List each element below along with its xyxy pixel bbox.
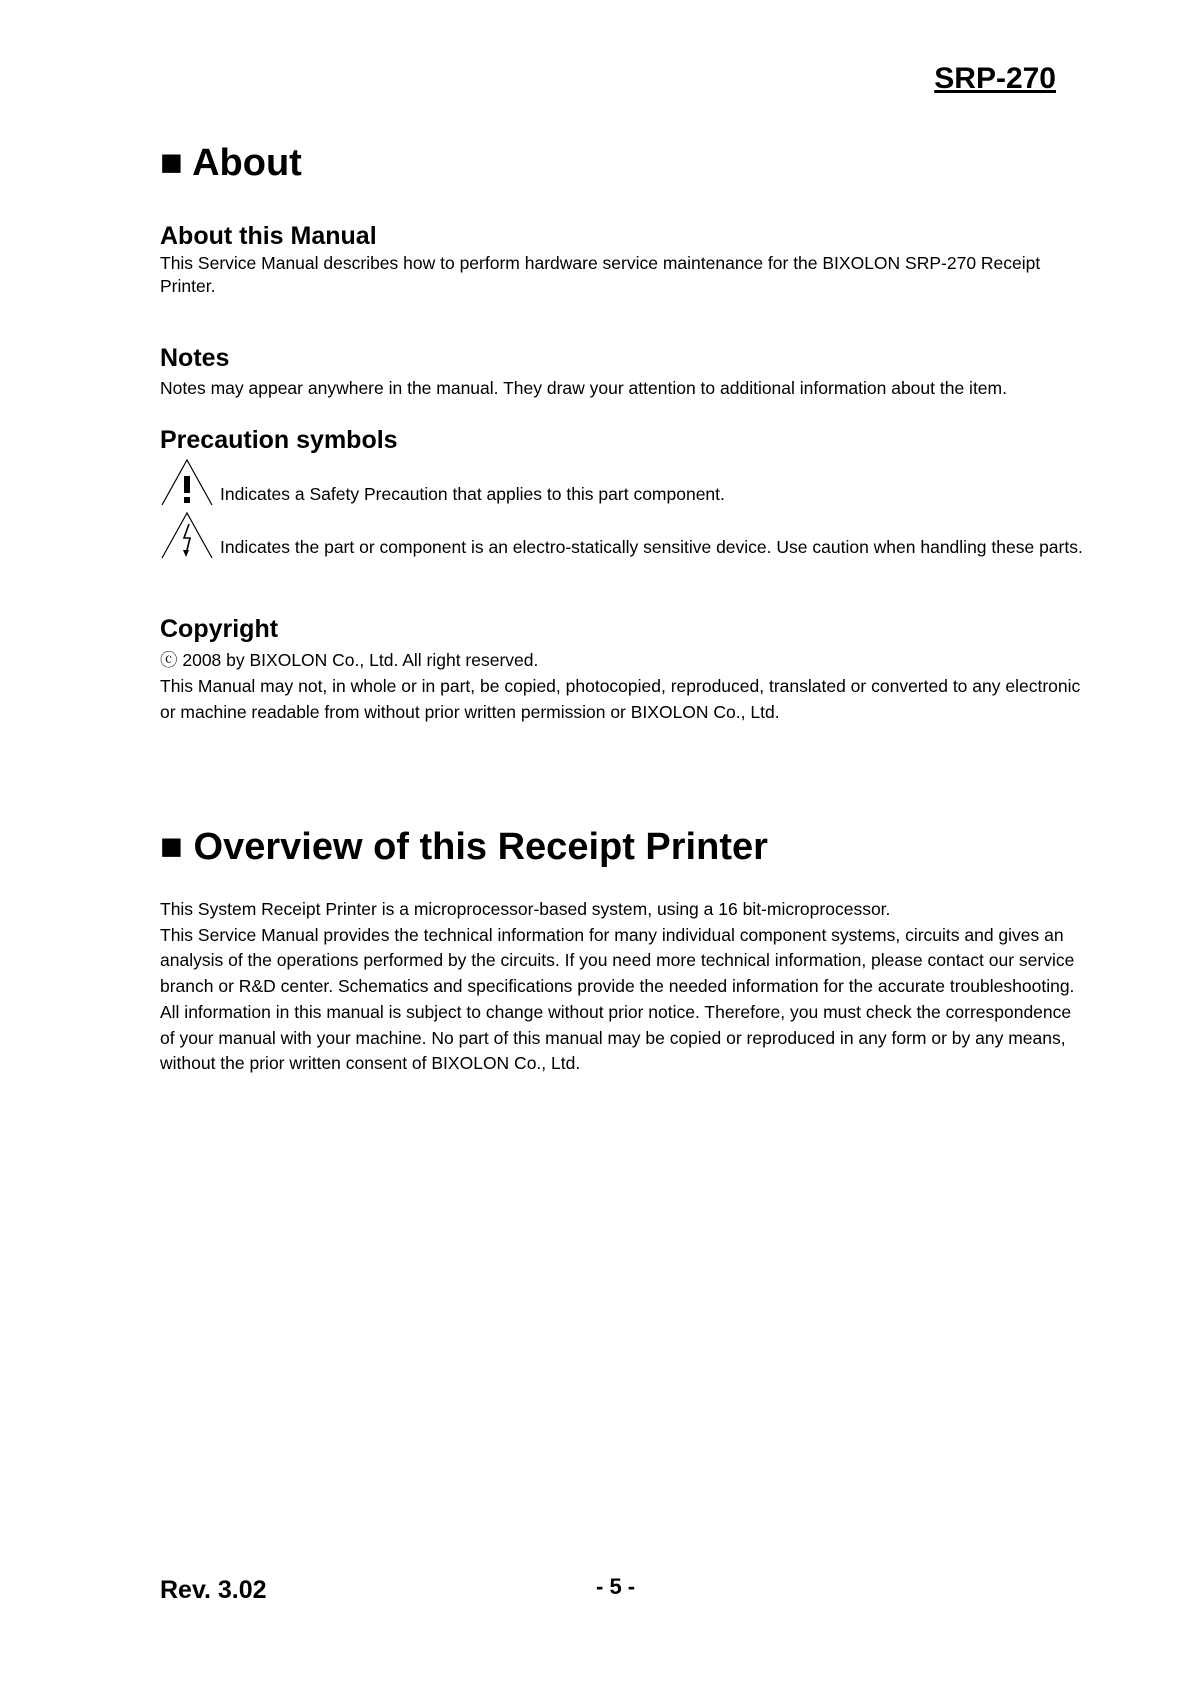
overview-paragraph-1: This System Receipt Printer is a microprocessor-based system, using a 16 bit-microprocessor. bbox=[160, 899, 891, 919]
overview-section-title: ■ Overview of this Receipt Printer bbox=[160, 826, 768, 868]
copyright-heading: Copyright bbox=[160, 615, 279, 643]
overview-paragraph-3: All information in this manual is subject to change without prior notice. Therefore, you must check the correspondence of your manual with your machine. No part of this manual may be copied or reproduced in any form or by any means, without the prior written consent of BIXOLON Co., Ltd. bbox=[160, 1001, 1072, 1074]
footer-revision: Rev. 3.02 bbox=[160, 1576, 267, 1604]
notes-paragraph: Notes may appear anywhere in the manual. They draw your attention to additional information about the item. bbox=[160, 378, 1007, 398]
overview-text bbox=[160, 897, 1090, 1077]
notes-text bbox=[160, 377, 1090, 400]
copyright-text bbox=[160, 647, 1090, 725]
about-manual-heading: About this Manual bbox=[160, 222, 377, 250]
lightning-warning-icon bbox=[160, 510, 214, 560]
header-model-name: SRP-270 bbox=[934, 62, 1056, 95]
exclamation-warning-icon bbox=[160, 457, 214, 507]
precaution-safety-text: Indicates a Safety Precaution that applies to this part component. bbox=[220, 484, 725, 504]
copyright-line-1: ⓒ 2008 by BIXOLON Co., Ltd. All right reserved. bbox=[160, 650, 539, 670]
about-section-title: ■ About bbox=[160, 142, 302, 184]
about-manual-text bbox=[160, 252, 1090, 298]
overview-paragraph-2: This Service Manual provides the technical information for many individual component systems, circuits and gives an analysis of the operations performed by the circuits. If you need more technical information, please contact our service branch or R&D center. Schematics and specifications provide the needed information for the accurate troubleshooting. bbox=[160, 924, 1075, 997]
about-manual-paragraph: This Service Manual describes how to perform hardware service maintenance for the BIXOLON SRP-270 Receipt Printer. bbox=[160, 253, 1041, 296]
copyright-line-2: This Manual may not, in whole or in part, be copied, photocopied, reproduced, translated or converted to any electronic or machine readable from without prior written permission or BIXOLON Co., Ltd. bbox=[160, 676, 1081, 722]
precaution-heading: Precaution symbols bbox=[160, 426, 398, 454]
precaution-safety-line bbox=[160, 457, 1090, 507]
precaution-esd-line bbox=[160, 510, 1090, 560]
precaution-esd-text: Indicates the part or component is an electro-statically sensitive device. Use caution when handling these parts. bbox=[220, 537, 1083, 557]
notes-heading: Notes bbox=[160, 344, 230, 372]
footer-page-number: - 5 - bbox=[596, 1574, 636, 1599]
